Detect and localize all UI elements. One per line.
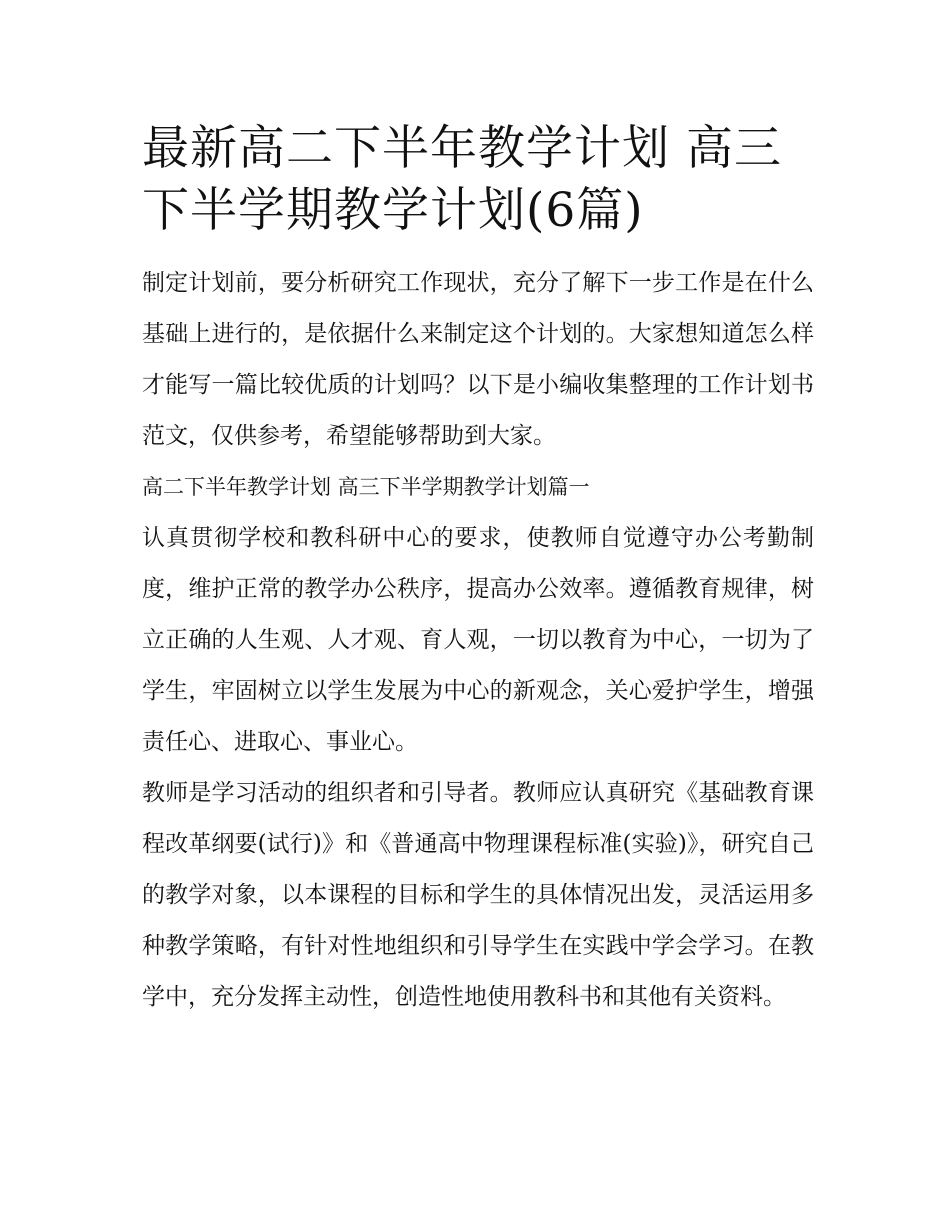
body-paragraph-1: 认真贯彻学校和教科研中心的要求，使教师自觉遵守办公考勤制度，维护正常的教学办公秩序，提高办公效率。遵循教育规律，树立正确的人生观、人才观、育人观，一切以教育为中心，一切为了学生，牢固树立以学生发展为中心的新观念，关心爱护学生，增强责任心、进取心、事业心。 — [142, 525, 814, 755]
intro-paragraph: 制定计划前，要分析研究工作现状，充分了解下一步工作是在什么基础上进行的，是依据什么来制定这个计划的。大家想知道怎么样才能写一篇比较优质的计划吗？以下是小编收集整理的工作计划书范文，仅供参考，希望能够帮助到大家。 — [142, 270, 814, 449]
document-content — [142, 118, 814, 1023]
document-title: 最新高二下半年教学计划 高三下半学期教学计划(6篇) — [142, 121, 782, 238]
section-heading: 高二下半年教学计划 高三下半学期教学计划篇一 — [142, 475, 590, 499]
body-paragraph-2: 教师是学习活动的组织者和引导者。教师应认真研究《基础教育课程改革纲要(试行)》和《普通高中物理课程标准(实验)》，研究自己的教学对象，以本课程的目标和学生的具体情况出发，灵活运用多种教学策略，有针对性地组织和引导学生在实践中学会学习。在教学中，充分发挥主动性，创造性地使用教科书和其他有关资料。 — [142, 780, 814, 1010]
